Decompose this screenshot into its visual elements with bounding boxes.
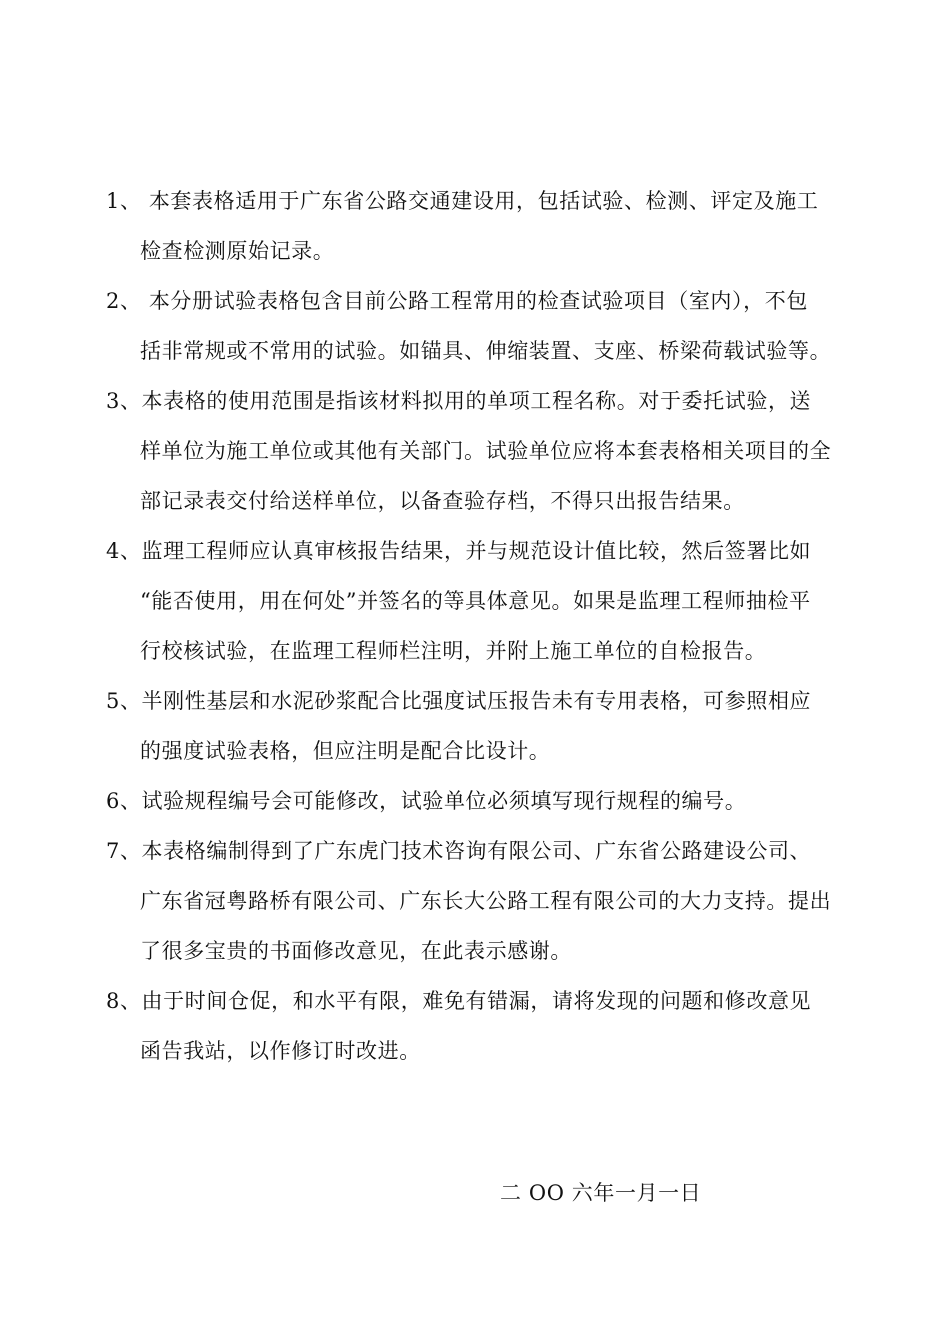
notes-list <box>106 176 860 1076</box>
note-item-8 <box>106 976 860 1076</box>
note-4-line-2: “能否使用，用在何处”并签名的等具体意见。如果是监理工程师抽检平 <box>140 589 811 613</box>
note-6-line-1: 6、试验规程编号会可能修改，试验单位必须填写现行规程的编号。 <box>106 789 747 813</box>
note-7-line-1: 7、本表格编制得到了广东虎门技术咨询有限公司、广东省公路建设公司、 <box>106 839 812 863</box>
note-4-line-3: 行校核试验，在监理工程师栏注明，并附上施工单位的自检报告。 <box>140 639 767 663</box>
note-3-line-2: 样单位为施工单位或其他有关部门。试验单位应将本套表格相关项目的全 <box>140 439 832 463</box>
note-item-2 <box>106 276 860 376</box>
note-2-line-1: 2、 本分册试验表格包含目前公路工程常用的检查试验项目（室内），不包 <box>106 289 808 313</box>
note-item-4 <box>106 526 860 676</box>
note-1-line-2: 检查检测原始记录。 <box>140 239 335 263</box>
note-item-3 <box>106 376 860 526</box>
note-5-line-2: 的强度试验表格，但应注明是配合比设计。 <box>140 739 551 763</box>
note-8-line-1: 8、由于时间仓促，和水平有限，难免有错漏，请将发现的问题和修改意见 <box>106 989 812 1013</box>
note-item-7 <box>106 826 860 976</box>
document-date: 二 OO 六年一月一日 <box>500 1181 702 1205</box>
note-8-line-2: 函告我站，以作修订时改进。 <box>140 1039 421 1063</box>
note-5-line-1: 5、半刚性基层和水泥砂浆配合比强度试压报告未有专用表格，可参照相应 <box>106 689 812 713</box>
note-4-line-1: 4、监理工程师应认真审核报告结果，并与规范设计值比较，然后签署比如 <box>106 539 812 563</box>
note-item-1 <box>106 176 860 276</box>
note-3-line-1: 3、本表格的使用范围是指该材料拟用的单项工程名称。对于委托试验，送 <box>106 389 812 413</box>
note-item-6 <box>106 776 860 826</box>
note-3-line-3: 部记录表交付给送样单位，以备查验存档，不得只出报告结果。 <box>140 489 745 513</box>
note-2-line-2: 括非常规或不常用的试验。如锚具、伸缩装置、支座、桥梁荷载试验等。 <box>140 339 832 363</box>
note-item-5 <box>106 676 860 776</box>
note-1-line-1: 1、 本套表格适用于广东省公路交通建设用，包括试验、检测、评定及施工 <box>106 189 819 213</box>
note-7-line-2: 广东省冠粤路桥有限公司、广东长大公路工程有限公司的大力支持。提出 <box>140 889 832 913</box>
note-7-line-3: 了很多宝贵的书面修改意见，在此表示感谢。 <box>140 939 572 963</box>
